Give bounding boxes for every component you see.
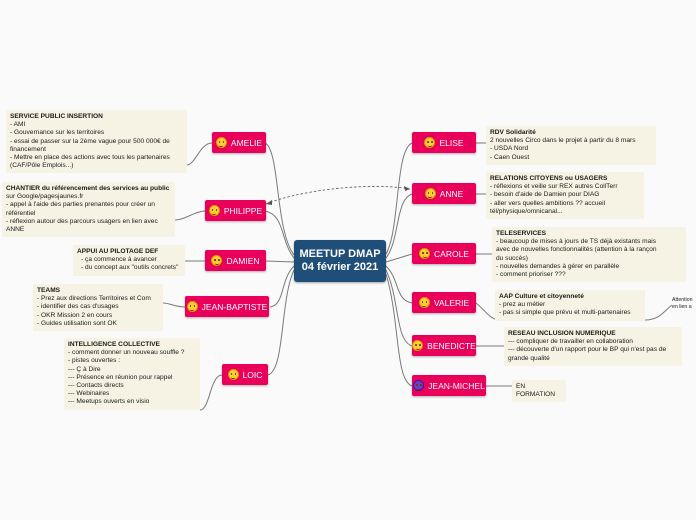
note-title: TEAMS [37, 287, 61, 294]
note-line: - USDA Nord [490, 145, 529, 153]
worried-face-icon [419, 248, 430, 259]
link-loic [268, 270, 294, 375]
node-label: VALERIE [433, 297, 470, 308]
note-title: RDV Solidarité [490, 129, 536, 136]
note-line: - réflexions et veille sur REX autres CollTerr [490, 183, 618, 191]
node-anne[interactable] [412, 183, 476, 204]
note-line: sur Google/pagesjaunes.fr [6, 193, 84, 201]
note-line: avec de nouvelles fonctionnalités (attention à la rançon [496, 246, 657, 254]
note-line: - beaucoup de mises à jours de TS déjà existants mais [496, 238, 657, 246]
note-line: - réflexion autour des parcours usagers en lien avec [6, 217, 158, 225]
note-title: APPUI AU PILOTAGE DEF [77, 248, 159, 255]
note-line: --- Contacts directs [68, 382, 124, 390]
node-valerie[interactable] [412, 292, 476, 313]
note-line: EN FORMATION [516, 383, 556, 399]
smiling-face-icon [216, 137, 227, 148]
node-jean-michel[interactable] [412, 375, 486, 396]
node-label: DAMIEN [226, 255, 260, 266]
node-label: PHILIPPE [223, 205, 263, 216]
relation-philippe-anne [266, 186, 410, 204]
link-carole [386, 254, 412, 262]
note-title: RELATIONS CITOYENS ou USAGERS [490, 175, 608, 182]
note-line: - Guides utilisation sont OK [37, 319, 117, 327]
star-struck-face-icon [424, 137, 435, 148]
link-jean-baptiste [270, 266, 294, 307]
note-line: référentiel [6, 209, 36, 217]
note-anne [486, 172, 644, 219]
note-line: - ça commence à avancer [81, 256, 157, 264]
note-line: tél/physique/omnicanal... [490, 207, 563, 215]
node-label: ANNE [439, 188, 464, 199]
link-amelie-note [187, 143, 212, 165]
note-line: --- Meetups ouverts en visio [68, 398, 150, 406]
note-line: ANNE [6, 226, 25, 234]
note-loic [64, 338, 200, 410]
node-label: AMELIE [230, 137, 263, 148]
note-line: (CAF/Pôle Emplois...) [10, 162, 74, 170]
note-line: --- compliquer de travailler en collaboration [508, 338, 633, 346]
node-damien[interactable] [205, 250, 266, 271]
note-line: - Caen Ouest [490, 153, 530, 161]
note-line: du succès) [496, 254, 528, 262]
note-line: - AMI [10, 121, 26, 129]
purple-circle-icon [413, 380, 424, 391]
node-carole[interactable] [412, 243, 476, 264]
link-jean-baptiste-note [163, 303, 185, 307]
note-line: - pas si simple que prévu et multi-partenaires [499, 309, 631, 317]
note-damien [73, 245, 185, 276]
note-line: - besoin d'aide de Damien pour DIAG [490, 191, 600, 199]
note-carole [492, 227, 686, 282]
note-line: --- découverte d'un rapport pour le BP qui n'est pas de [508, 346, 667, 354]
central-topic[interactable] [294, 240, 386, 282]
node-label: ELISE [439, 137, 464, 148]
node-loic[interactable] [222, 364, 268, 385]
note-benedicte [504, 327, 682, 366]
note-line: - pistes ouvertes : [68, 357, 121, 365]
link-philippe [265, 211, 294, 258]
note-line: 2 nouvelles Circo dans le projet à partir du 8 mars [490, 137, 636, 145]
note-line: - aller vers quelles ambitions ?? accueil [490, 199, 606, 207]
node-label: JEAN-MICHEL [428, 380, 485, 391]
note-elise [486, 126, 656, 165]
note-line: - Mettre en place des actions avec tous les partenaires [10, 154, 170, 162]
note-line: - comment donner un nouveau souffle ? [68, 349, 185, 357]
note-title: CHANTIER du référencement des services au public [6, 185, 170, 192]
node-jean-baptiste[interactable] [185, 296, 269, 317]
link-benedicte [386, 270, 412, 346]
note-line: - nouvelles demandes à gérer en parallèle [496, 262, 620, 270]
node-label: CAROLE [434, 248, 469, 259]
note-valerie [495, 290, 645, 321]
note-line: --- Présence en réunion pour rappel [68, 373, 173, 381]
link-philippe-note [175, 211, 205, 220]
note-title: AAP Culture et citoyenneté [499, 293, 584, 300]
node-amelie[interactable] [212, 132, 266, 153]
note-line: Attention [672, 297, 693, 303]
central-title: MEETUP DMAP [299, 248, 381, 260]
central-subtitle: 04 février 2021 [301, 261, 379, 273]
link-valerie [386, 266, 412, 303]
note-line: - identifier des cas d'usages [37, 303, 119, 311]
node-benedicte[interactable] [412, 335, 476, 356]
note-line: - Prez aux directions Territoires et Com [37, 295, 151, 303]
note-jean-baptiste [33, 284, 163, 331]
note-line: --- Webinaires [68, 390, 110, 398]
node-label: JEAN-BAPTISTE [201, 301, 268, 312]
note-line: grande qualité [508, 354, 550, 362]
thinking-face-icon [228, 369, 239, 380]
note-line: - prez au métier [499, 301, 546, 309]
note-line: - Gouvernance sur les territoires [10, 129, 105, 137]
note-title: TELESERVICES [496, 230, 547, 237]
note-line: - essai de passer sur la 2ème vague pour 500 000€ de [10, 137, 170, 145]
node-elise[interactable] [412, 132, 476, 153]
note-philippe [2, 182, 175, 237]
smiling-face-icon [425, 188, 436, 199]
tongue-face-icon [187, 301, 198, 312]
surprised-face-icon [412, 340, 423, 351]
grinning-face-icon [211, 255, 222, 266]
note-title: INTELLIGENCE COLLECTIVE [68, 341, 160, 348]
note-line: - appel à l'aide des parties prenantes pour créer un [6, 201, 155, 209]
grinning-face-icon [209, 205, 220, 216]
link-elise [386, 143, 412, 254]
note-line: financement [10, 145, 46, 153]
node-label: LOIC [242, 369, 263, 380]
note-jean-michel [512, 380, 566, 402]
note-line: - du concept aux "outils concrets" [81, 264, 179, 272]
note-line: - OKR Mission 2 en cours [37, 311, 113, 319]
note-title: SERVICE PUBLIC INSERTION [10, 113, 103, 120]
note-line: - comment prioriser ??? [496, 271, 566, 279]
node-label: BENEDICTE [427, 340, 476, 351]
note-valerie-attention [672, 297, 692, 310]
note-title: RESEAU INCLUSION NUMERIQUE [508, 330, 616, 337]
link-damien [266, 261, 294, 262]
node-philippe[interactable] [205, 200, 266, 221]
note-amelie [6, 110, 187, 173]
note-line: en lien a [672, 303, 692, 310]
relation-arrow-start [266, 200, 272, 205]
face-with-cap-icon [419, 297, 430, 308]
note-line: --- Ç à Dire [68, 365, 101, 373]
link-loic-note [200, 375, 222, 410]
link-anne [386, 194, 412, 258]
